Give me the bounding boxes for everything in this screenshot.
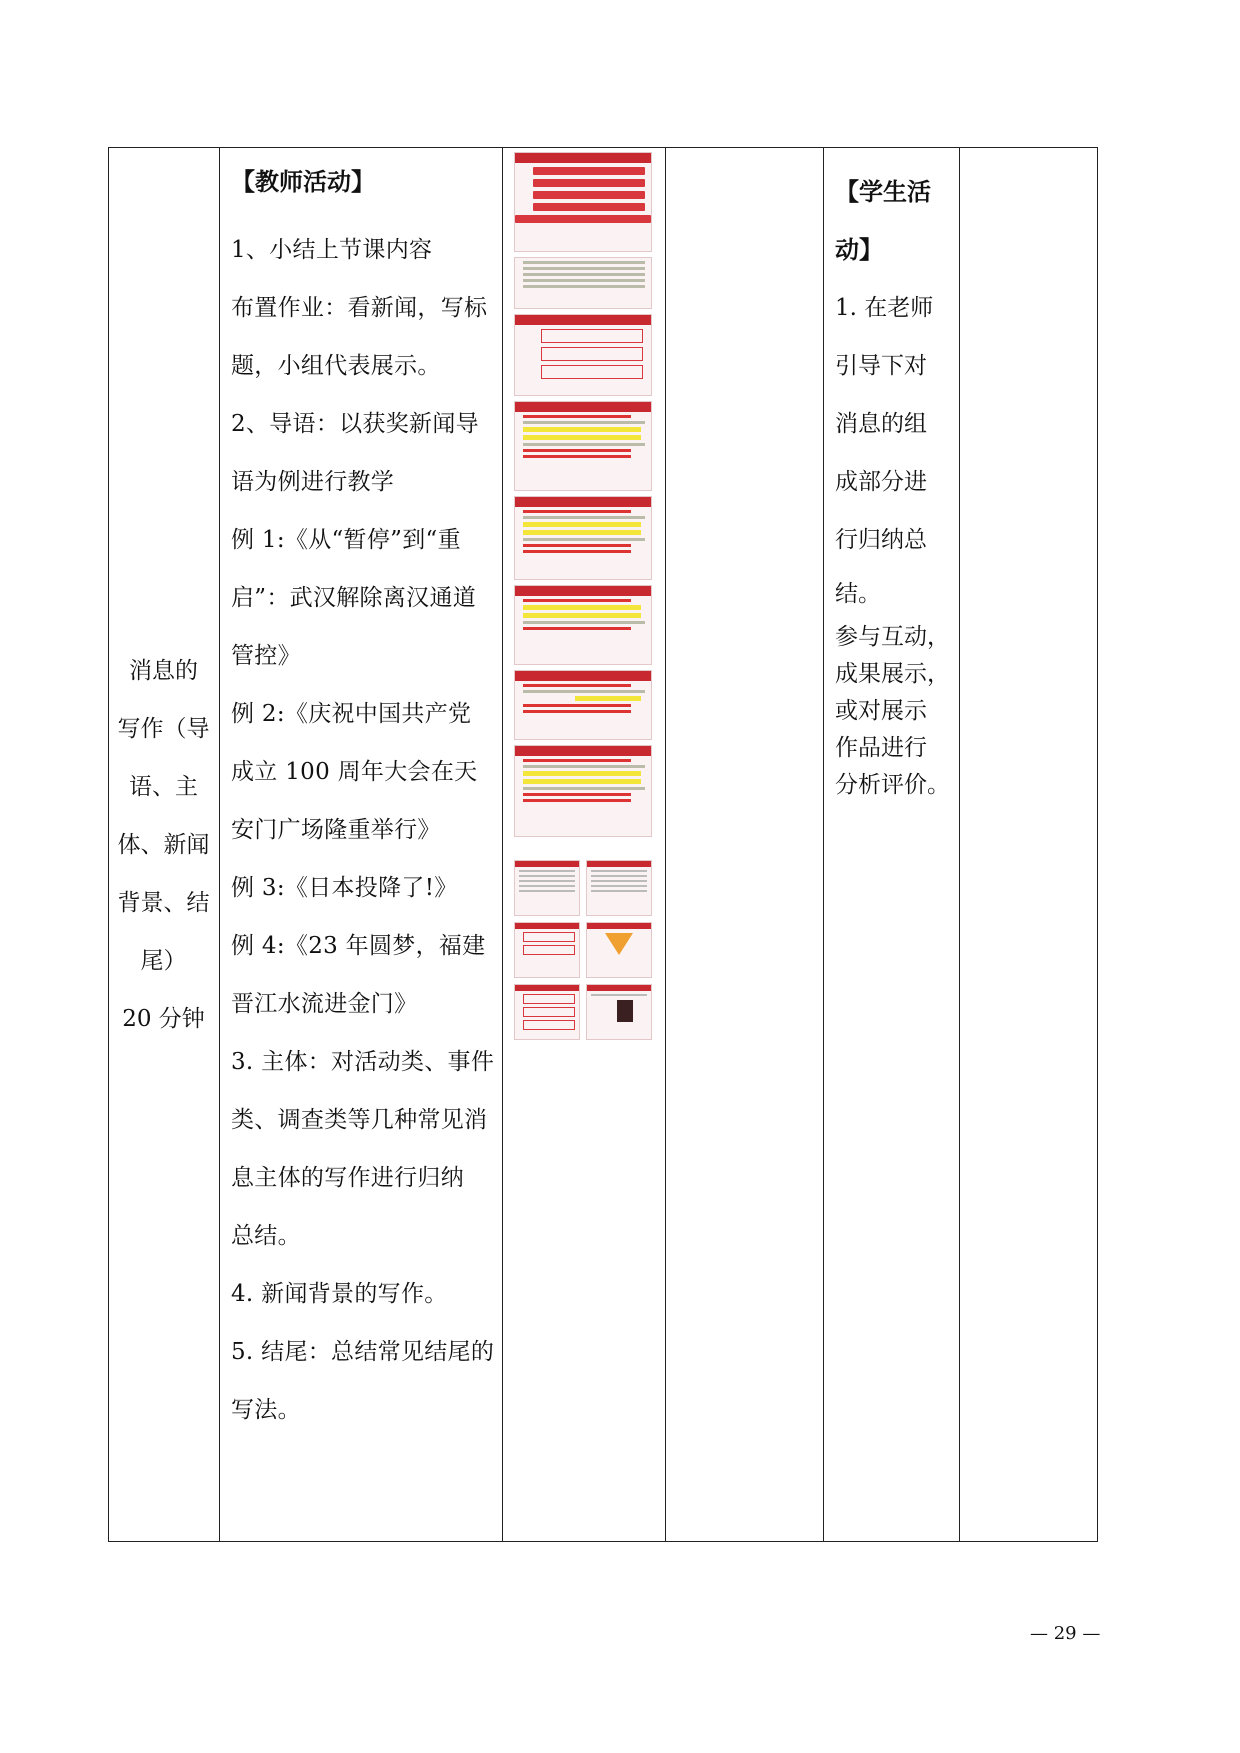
student-line: 1. 在老师	[835, 295, 934, 321]
teacher-line: 写法。	[231, 1397, 301, 1423]
teacher-line: 总结。	[231, 1223, 301, 1249]
student-line: 或对展示	[835, 698, 927, 724]
slide-thumbnail	[514, 152, 652, 252]
section-duration: 20 分钟	[122, 1005, 205, 1032]
student-activity-title: 【学生活	[835, 178, 931, 206]
section-line: 背景、结	[117, 889, 210, 916]
slide-thumbnail	[586, 860, 652, 916]
slide-thumbnail	[514, 496, 652, 580]
teacher-line: 息主体的写作进行归纳	[231, 1165, 464, 1191]
teacher-line: 成立 100 周年大会在天	[231, 759, 478, 785]
teacher-line: 例 2:《庆祝中国共产党	[231, 701, 472, 727]
slide-thumbnail	[514, 860, 580, 916]
student-line: 成部分进	[835, 469, 927, 495]
student-activity-title: 动】	[835, 236, 883, 264]
student-line: 作品进行	[835, 735, 927, 761]
teacher-activity-title: 【教师活动】	[231, 168, 375, 196]
teacher-line: 安门广场隆重举行》	[231, 817, 441, 843]
slide-thumbnail	[514, 257, 652, 309]
slides-cell	[502, 147, 665, 1040]
student-line: 行归纳总	[835, 527, 927, 553]
teacher-line: 管控》	[231, 643, 301, 669]
teacher-line: 例 1:《从“暂停”到“重	[231, 527, 461, 553]
slide-thumbnail	[514, 984, 580, 1040]
teacher-line: 4. 新闻背景的写作。	[231, 1281, 448, 1307]
section-cell	[108, 147, 219, 1542]
teacher-line: 类、调查类等几种常见消	[231, 1107, 488, 1133]
teacher-line: 5. 结尾：总结常见结尾的	[231, 1339, 495, 1365]
teacher-activity-cell	[219, 147, 502, 1439]
student-line: 结。	[835, 581, 881, 607]
section-line: 写作（导	[117, 715, 210, 742]
teacher-line: 布置作业：看新闻，写标	[231, 295, 488, 321]
slide-thumbnail	[586, 984, 652, 1040]
slide-thumbnail	[514, 585, 652, 665]
teacher-line: 1、小结上节课内容	[231, 237, 433, 263]
teacher-line: 例 3:《日本投降了!》	[231, 875, 458, 901]
section-line: 语、主	[129, 773, 198, 800]
slide-thumbnail	[586, 922, 652, 978]
page-number: — 29 —	[1030, 1623, 1101, 1644]
student-line: 引导下对	[835, 353, 927, 379]
section-label	[108, 642, 219, 1048]
student-line: 分析评价。	[835, 772, 950, 798]
student-line: 消息的组	[835, 411, 927, 437]
slide-thumbnails	[514, 152, 652, 1040]
slide-thumbnail-grid	[514, 860, 652, 1040]
section-line: 尾）	[140, 947, 187, 974]
slide-thumbnail	[514, 401, 652, 491]
slide-thumbnail	[514, 670, 652, 740]
student-line: 成果展示，	[835, 661, 950, 687]
column-divider	[665, 147, 666, 1542]
slide-thumbnail	[514, 922, 580, 978]
slide-thumbnail	[514, 314, 652, 396]
student-line: 参与互动，	[835, 624, 950, 650]
teacher-line: 晋江水流进金门》	[231, 991, 418, 1017]
slide-thumbnail	[514, 745, 652, 837]
teacher-line: 3. 主体：对活动类、事件	[231, 1049, 495, 1075]
teacher-line: 题，小组代表展示。	[231, 353, 441, 379]
teacher-line: 例 4:《23 年圆梦，福建	[231, 933, 486, 959]
student-activity-cell	[823, 147, 959, 804]
teacher-line: 语为例进行教学	[231, 469, 395, 495]
section-line: 体、新闻	[117, 831, 210, 858]
teacher-line: 2、导语：以获奖新闻导	[231, 411, 479, 437]
section-line: 消息的	[129, 657, 198, 684]
column-divider	[959, 147, 960, 1542]
teacher-line: 启”：武汉解除离汉通道	[231, 585, 477, 611]
